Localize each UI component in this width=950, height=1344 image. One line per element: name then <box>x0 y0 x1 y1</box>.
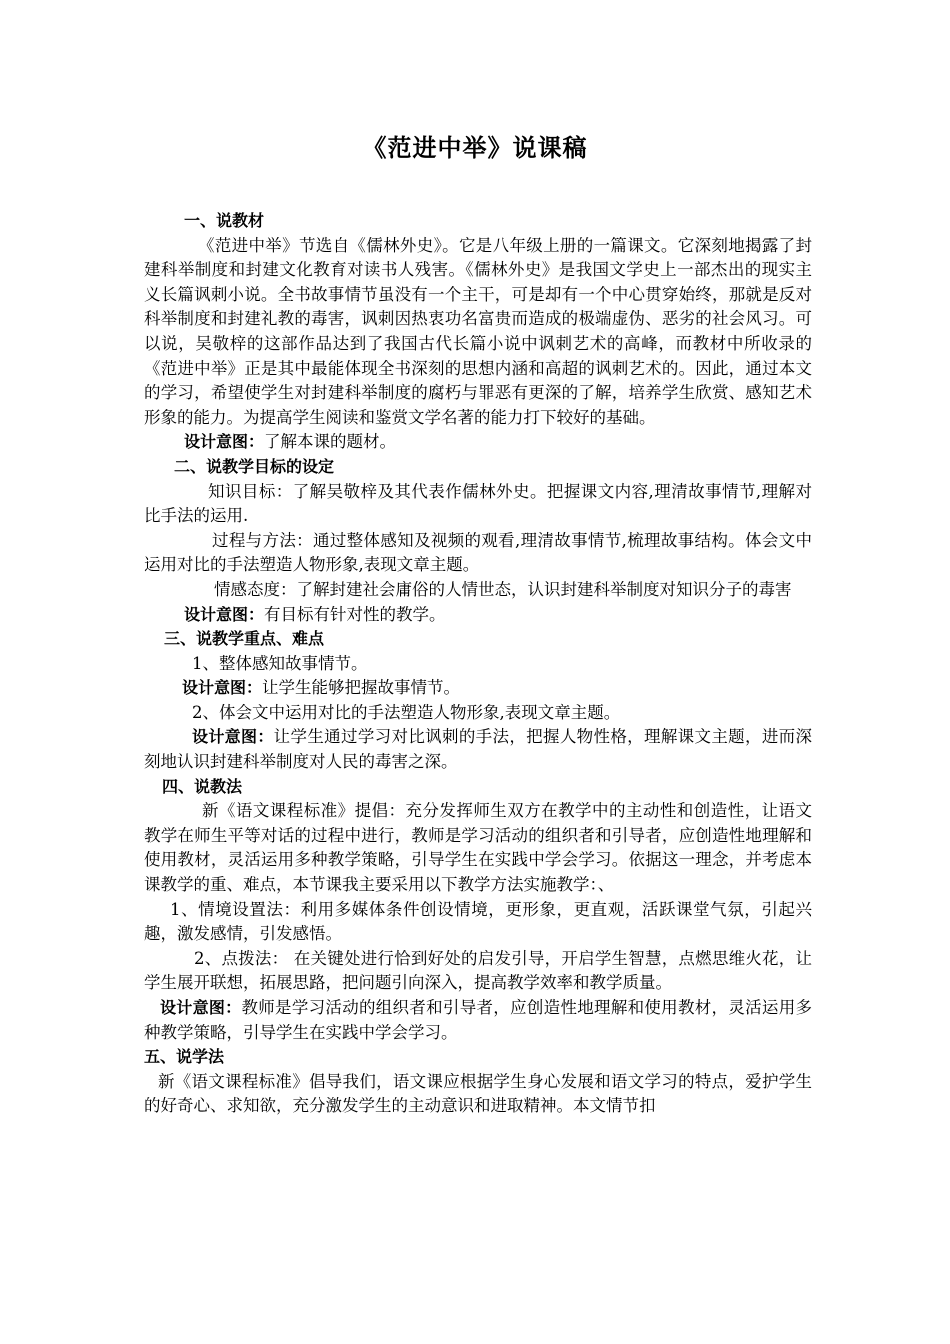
design-intent-3b <box>144 725 812 774</box>
design-intent-label: 设计意图： <box>160 998 242 1017</box>
design-intent-text: 让学生通过学习对比讽刺的手法，把握人物性格，理解课文主题，进而深刻地认识封建科举制度对人民的毒害之深。 <box>144 727 812 772</box>
document-title: 《范进中举》说课稿 <box>362 134 588 162</box>
design-intent-label: 设计意图： <box>182 678 263 698</box>
design-intent-label: 设计意图： <box>184 432 265 452</box>
section-heading-3: 三、说教学重点、难点 <box>164 629 325 649</box>
key-point-2: 2、体会文中运用对比的手法塑造人物形象,表现文章主题。 <box>192 702 621 722</box>
design-intent-4 <box>144 996 812 1045</box>
knowledge-goal: 知识目标：了解吴敬梓及其代表作儒林外史。把握课文内容,理清故事情节,理解对比手法的运用. <box>144 481 812 526</box>
teaching-method-1: 1、情境设置法：利用多媒体条件创设情境，更形象，更直观，活跃课堂气氛，引起兴趣，激发感情，引发感悟。 <box>144 899 812 944</box>
section-heading-2: 二、说教学目标的设定 <box>174 456 335 476</box>
section-heading-1: 一、说教材 <box>184 211 265 230</box>
design-intent-text: 教师是学习活动的组织者和引导者，应创造性地理解和使用教材，灵活运用多种教学策略，引导学生在实践中学会学习。 <box>144 998 812 1042</box>
emotion-goal: 情感态度：了解封建社会庸俗的人情世态，认识封建科举制度对知识分子的毒害 <box>214 579 792 599</box>
design-intent-text: 有目标有针对性的教学。 <box>264 604 446 624</box>
design-intent-1 <box>144 430 812 455</box>
design-intent-label: 设计意图： <box>192 727 274 747</box>
section-heading-4: 四、说教法 <box>162 776 243 796</box>
teaching-method-2: 2、点拨法： 在关键处进行恰到好处的启发引导，开启学生智慧，点燃思维火花，让学生展开联想，拓展思路，把问题引向深入，提高教学效率和教学质量。 <box>144 948 812 993</box>
document-body <box>144 209 812 1119</box>
design-intent-2 <box>144 603 812 628</box>
section-1-paragraph: 《范进中举》节选自《儒林外史》。它是八年级上册的一篇课文。它深刻地揭露了封建科举制度和封建文化教育对读书人残害。《儒林外史》是我国文学史上一部杰出的现实主义长篇讽刺小说。全书故事情节虽没有一个主干，可是却有一个中心贯穿始终，那就是反对科举制度和封建礼教的毒害，讽刺因热衷功名富贵而造成的极端虚伪、恶劣的社会风习。可以说，吴敬梓的这部作品达到了我国古代长篇小说中讽刺艺术的高峰，而教材中所收录的《范进中举》正是其中最能体现全书深刻的思想内涵和高超的讽刺艺术的。因此，通过本文的学习，希望使学生对封建科举制度的腐朽与罪恶有更深的了解，培养学生欣赏、感知艺术形象的能力。为提高学生阅读和鉴赏文学名著的能力打下较好的基础。 <box>144 235 812 427</box>
section-heading-5: 五、说学法 <box>144 1047 225 1067</box>
section-4-paragraph: 新《语文课程标准》提倡：充分发挥师生双方在教学中的主动性和创造性，让语文教学在师生平等对话的过程中进行，教师是学习活动的组织者和引导者，应创造性地理解和使用教材，灵活运用多种教学策略，引导学生在实践中学会学习。依据这一理念，并考虑本课教学的重、难点，本节课我主要采用以下教学方法实施教学：、 <box>144 801 812 895</box>
process-goal: 过程与方法：通过整体感知及视频的观看,理清故事情节,梳理故事结构。体会文中运用对比的手法塑造人物形象,表现文章主题。 <box>144 530 812 575</box>
design-intent-label: 设计意图： <box>184 604 265 624</box>
key-point-1: 1、整体感知故事情节。 <box>192 653 368 673</box>
section-5-paragraph: 新《语文课程标准》倡导我们，语文课应根据学生身心发展和语文学习的特点，爱护学生的好奇心、求知欲，充分激发学生的主动意识和进取精神。本文情节扣 <box>144 1071 812 1116</box>
design-intent-3a <box>144 676 812 701</box>
design-intent-text: 让学生能够把握故事情节。 <box>262 678 461 698</box>
design-intent-text: 了解本课的题材。 <box>264 432 397 452</box>
